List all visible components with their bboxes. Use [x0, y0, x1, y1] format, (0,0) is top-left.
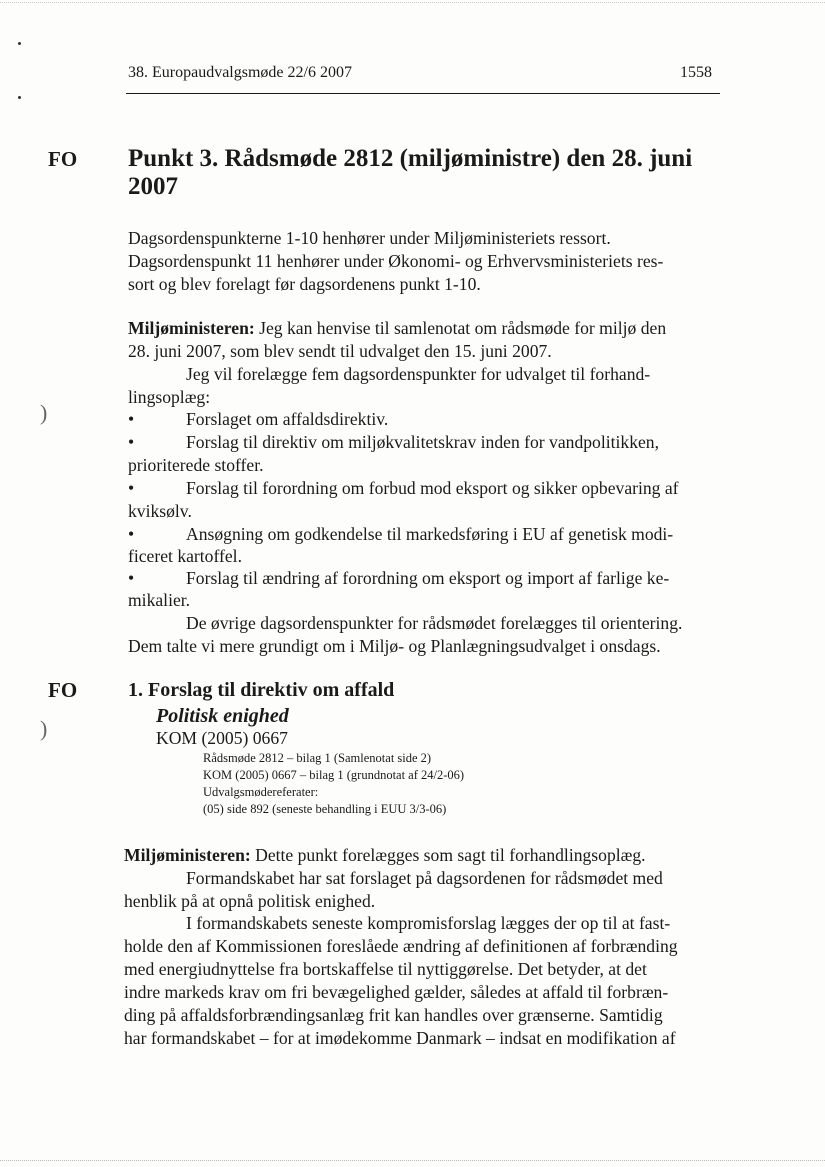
bullet-line: Forslag til forordning om forbud mod eksport og sikker opbevaring af: [186, 478, 679, 498]
speech-line: med energiudnyttelse fra bortskaffelse til nyttiggørelse. Det betyder, at det: [124, 959, 647, 979]
margin-parenthesis: ): [40, 716, 48, 741]
item-heading: 1. Forslag til direktiv om affald: [128, 679, 395, 701]
scan-edge-top: [0, 2, 825, 3]
scan-speck: [18, 42, 21, 45]
bullet-marker: •: [128, 409, 135, 429]
bullet-line: Forslag til direktiv om miljøkvalitetskrav inden for vandpolitikken,: [186, 432, 660, 452]
section-title-line: Punkt 3. Rådsmøde 2812 (miljøministre) den 28. juni: [128, 145, 693, 172]
kom-reference: KOM (2005) 0667: [156, 728, 288, 748]
bullet-line: Forslag til ændring af forordning om eksport og import af farlige ke-: [186, 568, 670, 588]
margin-parenthesis: ): [40, 400, 48, 425]
speaker-label: Miljøministeren:: [128, 318, 255, 338]
bullet-continuation: prioriterede stoffer.: [128, 455, 264, 475]
bullet-continuation: kviksølv.: [128, 501, 192, 521]
reference-line: Udvalgsmødereferater:: [203, 785, 319, 799]
header-rule: [126, 93, 720, 94]
speech-line: henblik på at opnå politisk enighed.: [124, 891, 376, 911]
speech-line: lingsoplæg:: [128, 387, 211, 407]
speech-line: Miljøministeren: Jeg kan henvise til samlenotat om rådsmøde for miljø den: [128, 318, 667, 338]
intro-line: Dagsordenspunkt 11 henhører under Økonomi- og Erhvervsministeriets res-: [128, 251, 664, 271]
speech-line: ding på affaldsforbrændingsanlæg frit kan handles over grænserne. Samtidig: [124, 1005, 663, 1025]
bullet-marker: •: [128, 478, 135, 498]
speech-line: Jeg vil forelægge fem dagsordenspunkter for udvalget til forhand-: [186, 364, 651, 384]
scan-speck: [18, 96, 21, 99]
page-number: 1558: [680, 64, 712, 81]
scan-edge-bottom: [0, 1160, 825, 1161]
speech-line: Miljøministeren: Dette punkt forelægges som sagt til forhandlingsoplæg.: [124, 845, 646, 865]
reference-line: Rådsmøde 2812 – bilag 1 (Samlenotat side 2): [203, 751, 432, 765]
margin-mark-fo: FO: [48, 678, 78, 702]
reference-line: (05) side 892 (seneste behandling i EUU 3/3-06): [203, 802, 447, 816]
speech-line: Dem talte vi mere grundigt om i Miljø- og Planlægningsudvalget i onsdags.: [128, 636, 661, 656]
item-subheading: Politisk enighed: [156, 705, 289, 727]
speech-line: Formandskabet har sat forslaget på dagsordenen for rådsmødet med: [186, 868, 663, 888]
bullet-continuation: mikalier.: [128, 590, 191, 610]
speech-line: holde den af Kommissionen foreslåede ændring af definitionen af forbrænding: [124, 936, 678, 956]
bullet-continuation: ficeret kartoffel.: [128, 546, 242, 566]
margin-mark-fo: FO: [48, 147, 78, 171]
speech-line: I formandskabets seneste kompromisforslag lægges der op til at fast-: [186, 913, 671, 933]
intro-line: sort og blev forelagt før dagsordenens punkt 1-10.: [128, 274, 481, 294]
speech-line: har formandskabet – for at imødekomme Danmark – indsat en modifikation af: [124, 1028, 676, 1048]
speech-line: De øvrige dagsordenspunkter for rådsmødet forelægges til orientering.: [186, 613, 683, 633]
bullet-line: Forslaget om affaldsdirektiv.: [186, 409, 389, 429]
section-title-line: 2007: [128, 173, 178, 200]
reference-line: KOM (2005) 0667 – bilag 1 (grundnotat af 24/2-06): [203, 768, 465, 782]
running-header-title: 38. Europaudvalgsmøde 22/6 2007: [128, 64, 352, 81]
intro-line: Dagsordenspunkterne 1-10 henhører under Miljøministeriets ressort.: [128, 228, 611, 248]
speech-line: indre markeds krav om fri bevægelighed gælder, således at affald til forbræn-: [124, 982, 669, 1002]
speech-line: 28. juni 2007, som blev sendt til udvalget den 15. juni 2007.: [128, 341, 552, 361]
bullet-marker: •: [128, 524, 135, 544]
bullet-marker: •: [128, 432, 135, 452]
bullet-line: Ansøgning om godkendelse til markedsføring i EU af genetisk modi-: [186, 524, 674, 544]
speaker-label: Miljøministeren:: [124, 845, 251, 865]
bullet-marker: •: [128, 568, 135, 588]
